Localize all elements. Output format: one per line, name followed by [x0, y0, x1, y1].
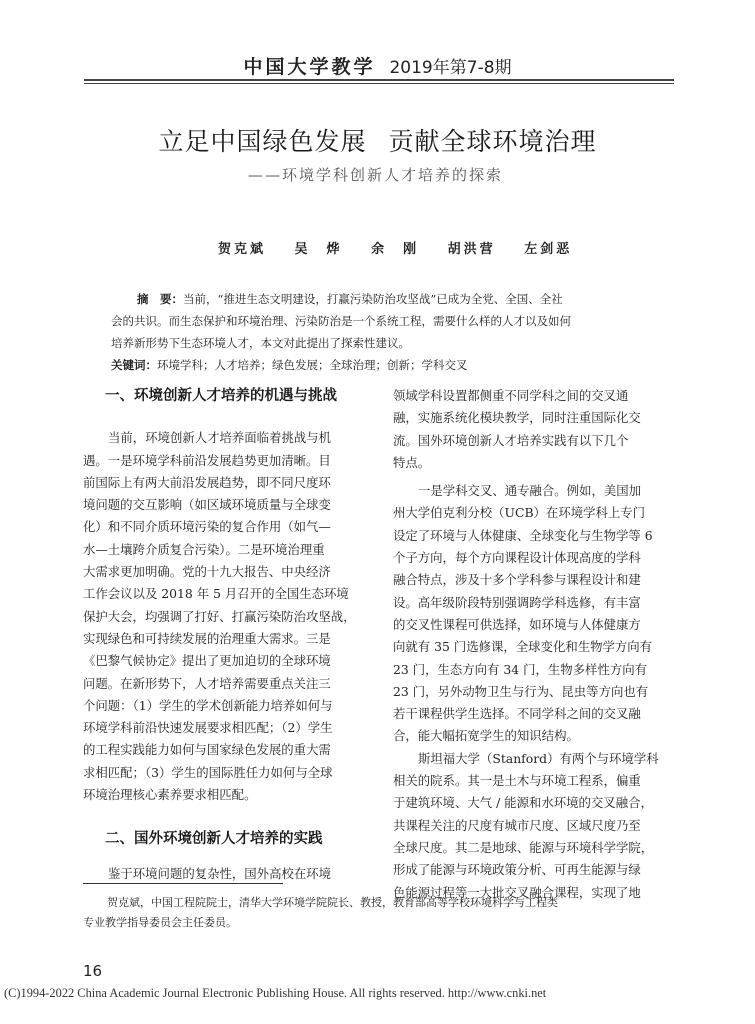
- text-line: 设定了环境与人体健康、全球变化与生物学等 6: [393, 527, 653, 543]
- header-rule-thin: [84, 83, 674, 84]
- right-column: [393, 385, 673, 904]
- text-line: 当前，环境创新人才培养面临着挑战与机: [108, 430, 332, 446]
- text-line: 保护大会，均强调了打好、打赢污染防治攻坚战，: [83, 608, 356, 624]
- abstract-line: [111, 288, 651, 310]
- text-line: 特点。: [393, 454, 431, 470]
- text-line: 水—土壤跨介质复合污染）。二是环境治理重: [83, 541, 325, 557]
- text-line: 全球尺度。其二是地球、能源与环境科学学院，: [393, 839, 654, 855]
- text-line: 23 门，生态方向有 34 门，生物多样性方向有: [393, 661, 647, 677]
- article-subtitle: ——环境学科创新人才培养的探索: [248, 166, 504, 184]
- abstract-text: 当前，“推进生态文明建设，打赢污染防治攻坚战”已成为全党、全国、全社: [183, 292, 563, 306]
- title-part2: 贡献全球环境治理: [388, 127, 597, 156]
- text-line: 大需求更加明确。党的十九大报告、中央经济: [83, 564, 331, 580]
- section-heading-2: 二、国外环境创新人才培养的实践: [105, 831, 323, 848]
- author-5: 左剑恶: [524, 242, 573, 257]
- text-line: 实现绿色和可持续发展的治理重大需求。三是: [83, 630, 331, 646]
- left-column: [83, 385, 363, 885]
- right-para-2: [393, 480, 673, 748]
- text-line: 斯坦福大学（Stanford）有两个与环境学科: [418, 750, 659, 766]
- keywords-line: [111, 354, 651, 376]
- footnote: [83, 893, 683, 933]
- text-line: 求相匹配；（3）学生的国际胜任力如何与全球: [83, 764, 333, 780]
- text-line: 的交叉性课程可供选择，如环境与人体健康方: [393, 616, 641, 632]
- text-line: 州大学伯克利分校（UCB）在环境学科上专门: [393, 505, 646, 521]
- text-line: 《巴黎气候协定》提出了更加迫切的全球环境: [83, 653, 331, 669]
- text-line: 形成了能源与环境政策分析、可再生能源与绿: [393, 862, 641, 878]
- journal-name: 中国大学教学: [243, 56, 376, 78]
- text-line: 若干课程供学生选择。不同学科之间的交叉融: [393, 706, 641, 722]
- text-line: 一是学科交叉、通专融合。例如，美国加: [418, 483, 642, 499]
- left-para-2: [83, 863, 363, 885]
- footnote-line: 专业教学指导委员会主任委员。: [83, 916, 237, 929]
- text-line: 融，实施系统化模块教学，同时注重国际化交: [393, 410, 641, 426]
- text-line: 鉴于环境问题的复杂性，国外高校在环境: [108, 865, 332, 881]
- keywords-label: 关键词：: [111, 358, 157, 372]
- keywords-text: 环境学科；人才培养；绿色发展；全球治理；创新；学科交叉: [157, 358, 468, 372]
- text-line: 融合特点，涉及十多个学科参与课程设计和建: [393, 572, 641, 588]
- text-line: 流。国外环境创新人才培养实践有以下几个: [393, 432, 629, 448]
- text-line: 合，能大幅拓宽学生的知识结构。: [393, 728, 579, 744]
- title-part1: 立足中国绿色发展: [158, 127, 367, 156]
- author-2: 吴 烨: [294, 242, 343, 257]
- abstract: [111, 288, 651, 376]
- text-line: 化）和不同介质环境污染的复合作用（如气—: [83, 519, 331, 535]
- abstract-line: 培养新形势下生态环境人才，本文对此提出了探索性建议。: [111, 336, 410, 350]
- text-line: 23 门，另外动物卫生与行为、昆虫等方向也有: [393, 683, 649, 699]
- text-line: 环境治理核心素养要求相匹配。: [83, 787, 257, 803]
- text-line: 相关的院系。其一是土木与环境工程系，偏重: [393, 773, 641, 789]
- abstract-line: 会的共识。而生态保护和环境治理、污染防治是一个系统工程，需要什么样的人才以及如何: [111, 314, 571, 328]
- right-para-3: [393, 748, 673, 904]
- text-line: 境问题的交互影响（如区域环境质量与全球变: [83, 497, 331, 513]
- text-line: 个问题：（1）学生的学术创新能力培养如何与: [83, 697, 333, 713]
- text-line: 工作会议以及 2018 年 5 月召开的全国生态环境: [83, 586, 349, 602]
- text-line: 个子方向，每个方向课程设计体现高度的学科: [393, 550, 641, 566]
- author-4: 胡洪营: [447, 242, 496, 257]
- left-para-1: [83, 427, 363, 806]
- author-3: 余 刚: [371, 242, 420, 257]
- text-line: 的工程实践能力如何与国家绿色发展的重大需: [83, 742, 331, 758]
- text-line: 遇。一是环境学科前沿发展趋势更加清晰。目: [83, 452, 331, 468]
- section-heading-1: 一、环境创新人才培养的机遇与挑战: [105, 388, 337, 404]
- author-list: [218, 238, 596, 257]
- footnote-line: 贺克斌，中国工程院院士，清华大学环境学院院长、教授，教育部高等学校环境科学与工程类: [107, 896, 558, 909]
- header-rule: [84, 79, 674, 81]
- copyright-notice: (C)1994-2022 China Academic Journal Electronic Publishing House. All rights reserved. http://www.cnki.net: [4, 986, 547, 1000]
- page-number: 16: [83, 962, 103, 980]
- text-line: 色能源过程等一大批交叉融合课程，实现了地: [393, 884, 641, 900]
- text-line: 于建筑环境、大气 / 能源和水环境的交叉融合，: [393, 795, 653, 811]
- text-line: 问题。在新形势下，人才培养需要重点关注三: [83, 675, 331, 691]
- text-line: 向就有 35 门选修课，全球变化和生物学方向有: [393, 639, 653, 655]
- author-1: 贺克斌: [218, 242, 267, 257]
- text-line: 设。高年级阶段特别强调跨学科选修，有丰富: [393, 594, 641, 610]
- right-para-1: [393, 385, 673, 474]
- text-line: 环境学科前沿快速发展要求相匹配；（2）学生: [83, 720, 333, 736]
- text-line: 共课程关注的尺度有城市尺度、区域尺度乃至: [393, 817, 641, 833]
- abstract-label: 摘 要：: [137, 292, 183, 306]
- text-line: 领域学科设置都侧重不同学科之间的交叉通: [393, 388, 629, 403]
- running-header: [0, 52, 755, 79]
- footnote-rule: [83, 883, 283, 884]
- article-title: [0, 122, 755, 158]
- text-line: 前国际上有两大前沿发展趋势，即不同尺度环: [83, 474, 331, 490]
- issue-label: 2019年第7-8期: [389, 58, 512, 78]
